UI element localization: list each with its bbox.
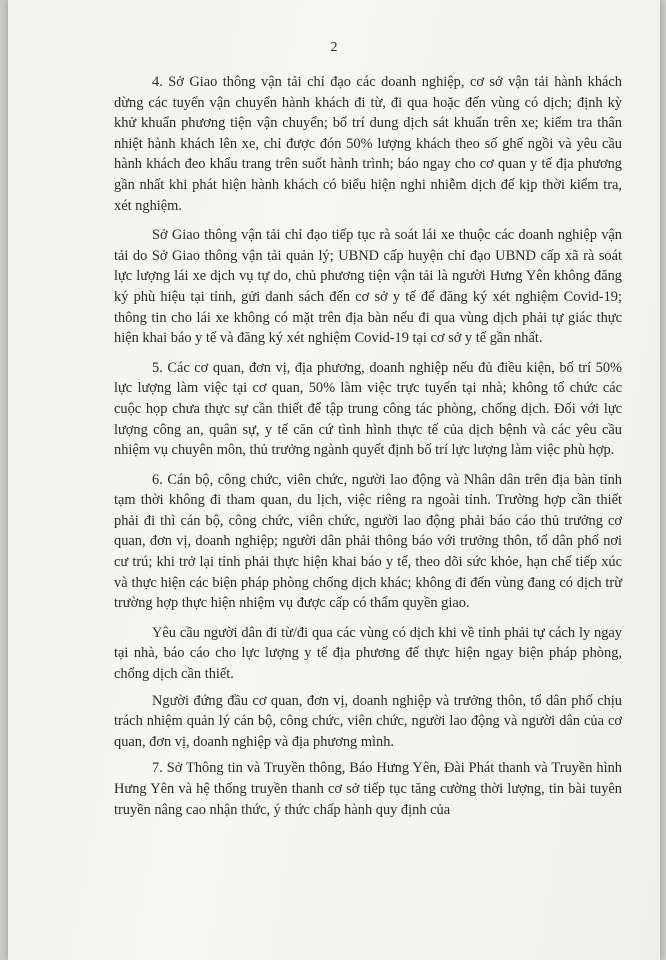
paragraph-self-isolation: Yêu cầu người dân đi từ/đi qua các vùng có dịch khi về tỉnh phải tự cách ly ngay tại nhà, báo cáo cho lực lượng y tế địa phương để thực hiện ngay biện pháp phòng, chống dịch cần thiết. — [114, 624, 622, 683]
paragraph-item-5: 5. Các cơ quan, đơn vị, địa phương, doanh nghiệp nếu đủ điều kiện, bố trí 50% lực lượng làm việc tại cơ quan, 50% làm việc trực tuyến tại nhà; không tổ chức các cuộc họp chưa thực sự cần thiết để tập trung công tác phòng, chống dịch. Đối với lực lượng công an, quân sự, y tế căn cứ tình hình thực tế của dịch bệnh và các yêu cầu nhiệm vụ chuyên môn, thủ trưởng ngành quyết định bố trí lực lượng làm việc phù hợp. — [114, 359, 622, 459]
paragraph-transport-drivers: Sở Giao thông vận tải chỉ đạo tiếp tục rà soát lái xe thuộc các doanh nghiệp vận tải do Sở Giao thông vận tải quản lý; UBND cấp huyện chỉ đạo UBND cấp xã rà soát lực lượng lái xe dịch vụ tự do, chủ phương tiện vận tải là người Hưng Yên không đăng ký phù hiệu tại tỉnh, gửi danh sách đến cơ sở y tế để đăng ký xét nghiệm Covid-19; thông tin cho lái xe không có mặt trên địa bàn nếu đi qua vùng dịch phải tự giác thực hiện khai báo y tế và đăng ký xét nghiệm Covid-19 tại cơ sở y tế gần nhất. — [114, 227, 622, 347]
document-body — [114, 72, 622, 829]
paragraph-item-6: 6. Cán bộ, công chức, viên chức, người lao động và Nhân dân trên địa bàn tỉnh tạm thời không đi tham quan, du lịch, việc riêng ra ngoài tỉnh. Trường hợp cần thiết phải đi thì cán bộ, công chức, viên chức, người lao động phải báo cáo thủ trưởng cơ quan, đơn vị, doanh nghiệp; người dân phải thông báo với trưởng thôn, tổ dân phố nơi cư trú; khi trở lại tỉnh phải thực hiện khai báo y tế, theo dõi sức khỏe, hạn chế tiếp xúc và thực hiện các biện pháp phòng chống dịch khác; không đi đến vùng đang có dịch trừ trường hợp thực hiện nhiệm vụ được cấp có thẩm quyền giao. — [114, 471, 622, 612]
paragraph-responsibility: Người đứng đầu cơ quan, đơn vị, doanh nghiệp và trưởng thôn, tổ dân phố chịu trách nhiệm quản lý cán bộ, công chức, viên chức, người lao động và người dân của cơ quan, đơn vị, doanh nghiệp và địa phương mình. — [114, 692, 622, 750]
page-number: 2 — [330, 40, 338, 55]
paragraph-item-7: 7. Sở Thông tin và Truyền thông, Báo Hưng Yên, Đài Phát thanh và Truyền hình Hưng Yên và hệ thống truyền thanh cơ sở tiếp tục tăng cường thời lượng, tin bài tuyên truyền nâng cao nhận thức, ý thức chấp hành quy định của — [114, 760, 622, 818]
paragraph-item-4: 4. Sở Giao thông vận tải chỉ đạo các doanh nghiệp, cơ sở vận tải hành khách dừng các tuyến vận chuyển hành khách đi từ, đi qua hoặc đến vùng có dịch; định kỳ khử khuẩn phương tiện vận chuyển; bố trí dung dịch sát khuẩn trên xe; kiểm tra thân nhiệt hành khách lên xe, chỉ được đón 50% lượng khách theo số ghế ngồi và yêu cầu hành khách đeo khẩu trang trên suốt hành trình; báo ngay cho cơ quan y tế địa phương gần nhất khi phát hiện hành khách có biểu hiện nghi nhiễm dịch để kịp thời kiểm tra, xét nghiệm. — [114, 74, 622, 214]
document-page — [8, 0, 660, 960]
